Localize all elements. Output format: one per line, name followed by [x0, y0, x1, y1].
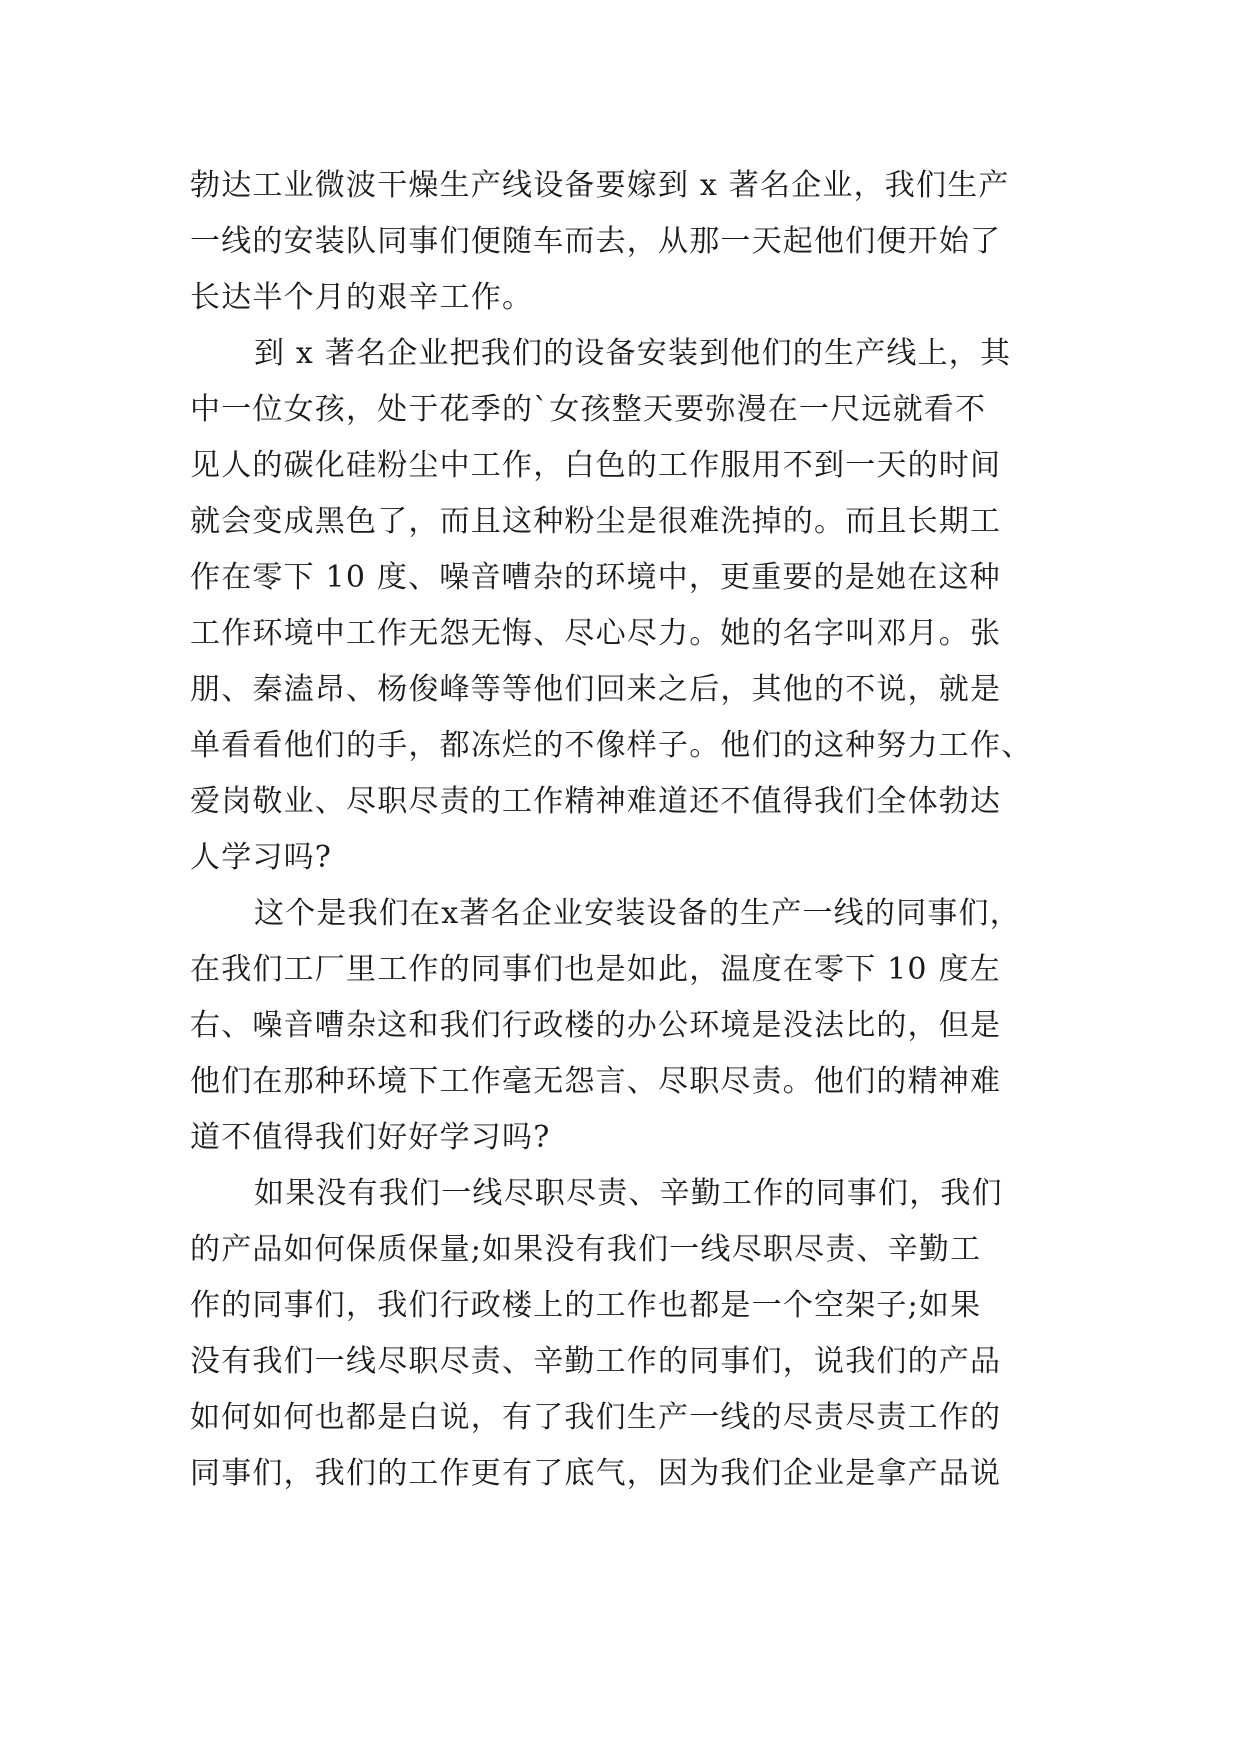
text-line: 长达半个月的艰辛工作。: [190, 280, 534, 315]
text-line: 爱岗敬业、尽职尽责的工作精神难道还不值得我们全体勃达: [190, 784, 1002, 819]
text-line: 作的同事们，我们行政楼上的工作也都是一个空架子;如果: [190, 1288, 982, 1323]
text-line: 就会变成黑色了，而且这种粉尘是很难洗掉的。而且长期工: [190, 504, 1002, 539]
text-line: 右、噪音嘈杂这和我们行政楼的办公环境是没法比的，但是: [190, 1008, 1002, 1043]
text-line: 如何如何也都是白说，有了我们生产一线的尽责尽责工作的: [190, 1400, 1002, 1435]
body-text: [190, 158, 1050, 1502]
text-line: 朋、秦溘昂、杨俊峰等等他们回来之后，其他的不说，就是: [190, 672, 1002, 707]
text-line: 工作环境中工作无怨无悔、尽心尽力。她的名字叫邓月。张: [190, 616, 1002, 651]
text-line: 道不值得我们好好学习吗?: [190, 1120, 551, 1155]
text-line: 同事们，我们的工作更有了底气，因为我们企业是拿产品说: [190, 1456, 1002, 1491]
text-line: 作在零下 10 度、噪音嘈杂的环境中，更重要的是她在这种: [190, 560, 1001, 595]
text-line: 见人的碳化硅粉尘中工作，白色的工作服用不到一天的时间: [190, 448, 1002, 483]
paragraph-start-line: 这个是我们在x著名企业安装设备的生产一线的同事们，: [254, 896, 1021, 931]
text-line: 一线的安装队同事们便随车而去，从那一天起他们便开始了: [190, 224, 1002, 259]
text-line: 人学习吗?: [190, 840, 333, 875]
text-line: 单看看他们的手，都冻烂的不像样子。他们的这种努力工作、: [190, 728, 1033, 763]
text-line: 在我们工厂里工作的同事们也是如此，温度在零下 10 度左: [190, 952, 1001, 987]
text-line: 他们在那种环境下工作毫无怨言、尽职尽责。他们的精神难: [190, 1064, 1002, 1099]
text-line: 勃达工业微波干燥生产线设备要嫁到 x 著名企业，我们生产: [190, 168, 1010, 203]
text-line: 中一位女孩，处于花季的`女孩整天要弥漫在一尺远就看不: [190, 392, 987, 427]
text-line: 的产品如何保质保量;如果没有我们一线尽职尽责、辛勤工: [190, 1232, 982, 1267]
text-line: 没有我们一线尽职尽责、辛勤工作的同事们，说我们的产品: [190, 1344, 1002, 1379]
paragraph-start-line: 到 x 著名企业把我们的设备安装到他们的生产线上，其: [254, 336, 1012, 371]
paragraph-start-line: 如果没有我们一线尽职尽责、辛勤工作的同事们，我们: [254, 1176, 1003, 1211]
